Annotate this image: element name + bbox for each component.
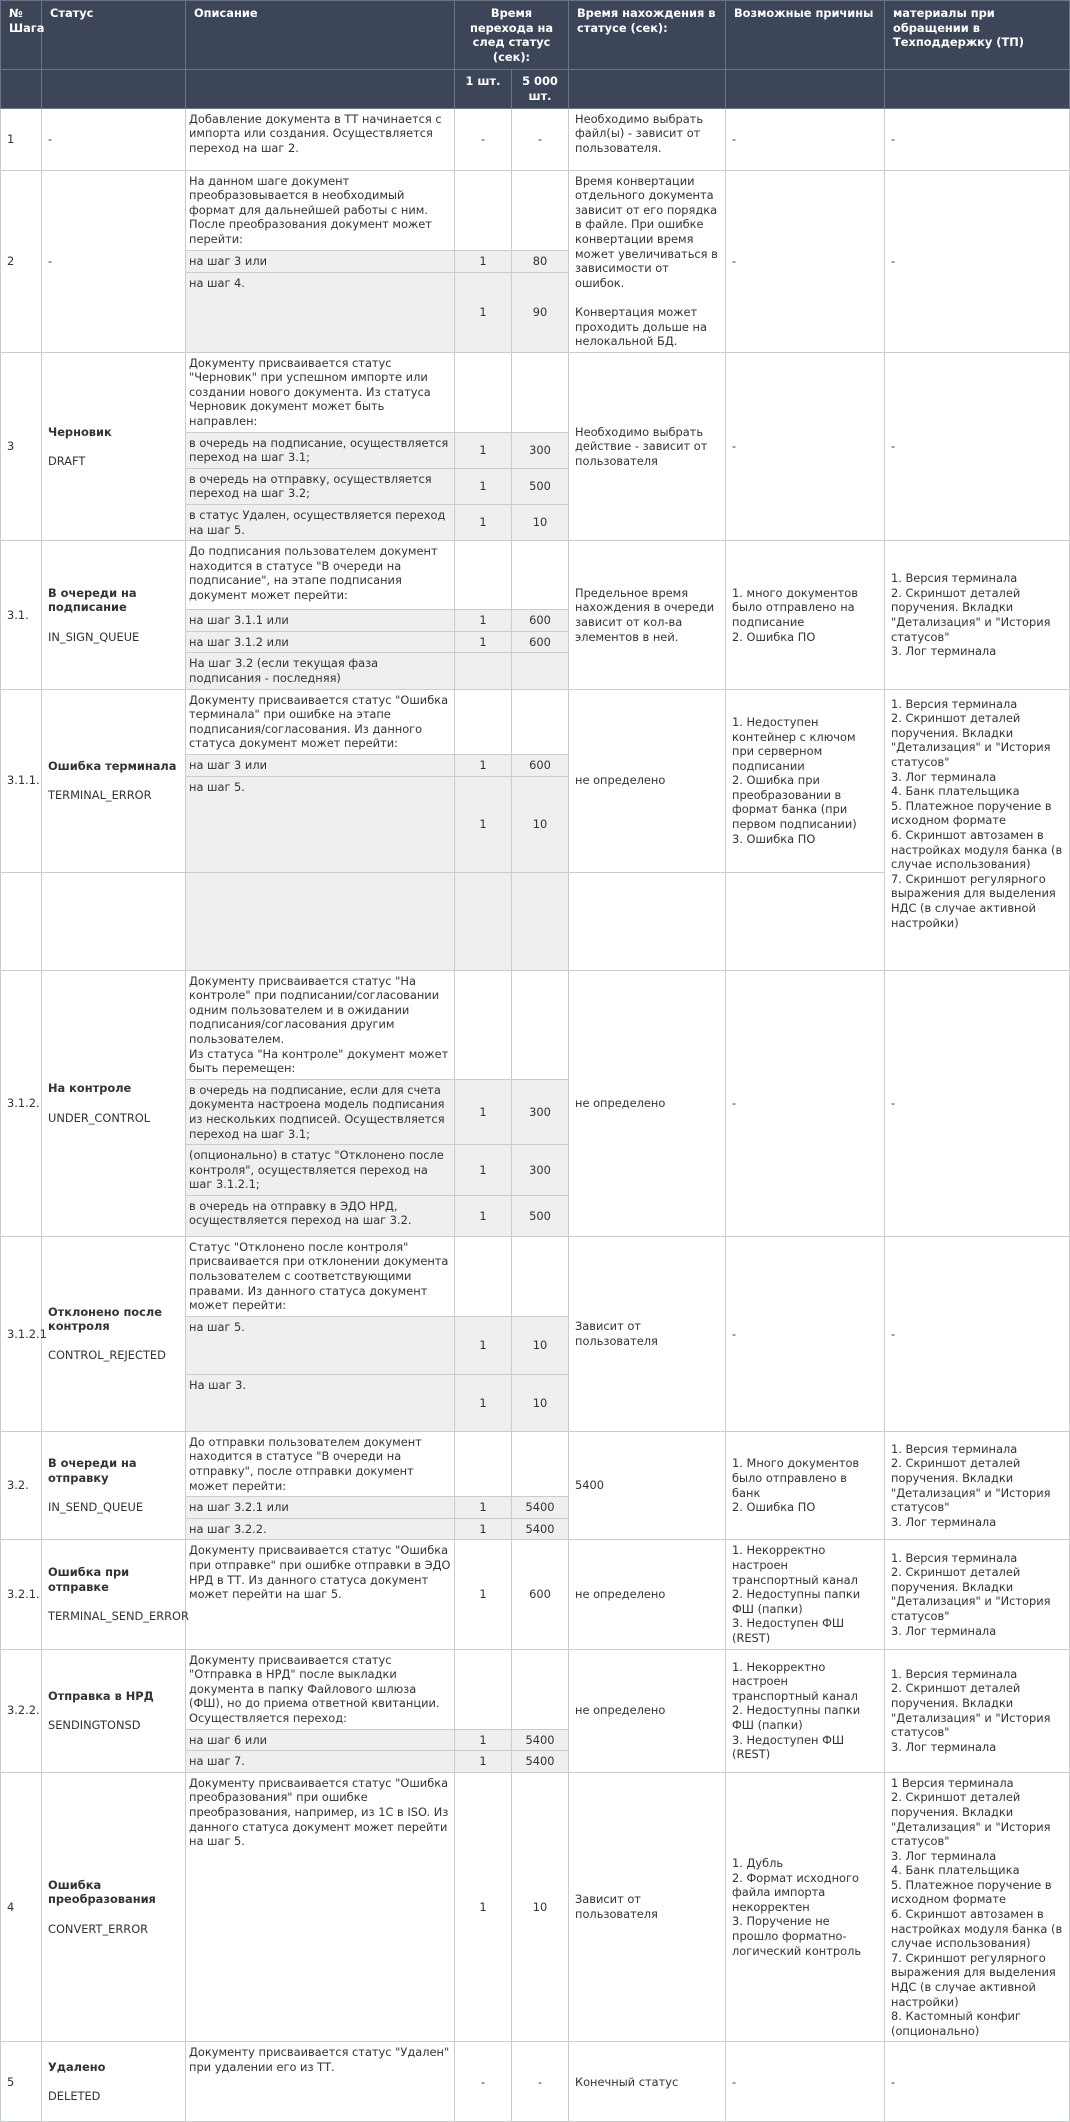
stay-time-cell: 5400 — [569, 1431, 726, 1540]
status-cell — [42, 1236, 186, 1431]
table-row — [1, 170, 1070, 251]
header-description: Описание — [186, 1, 455, 70]
materials-cell: 1. Версия терминала 2. Скриншот деталей поручения. Вкладки "Детализация" и "История статусов" 3. Лог терминала — [885, 1431, 1070, 1540]
time-1-cell: 1 — [455, 1772, 512, 2042]
step-cell: 1 — [1, 108, 42, 170]
status-code: DRAFT — [48, 453, 86, 468]
causes-cell: 1. много документов было отправлено на подписание 2. Ошибка ПО — [726, 541, 885, 689]
header-transition-time: Время перехода на след статус (сек): — [455, 1, 569, 70]
sub-description: На шаг 3. — [186, 1374, 455, 1431]
header-row — [1, 1, 1070, 70]
description-cell: До подписания пользователем документ находится в статусе "В очереди на подписание", на этапе подписания документ может перейти: — [186, 541, 455, 610]
table-row — [1, 1649, 1070, 1729]
time-5000-cell: 10 — [512, 1772, 569, 2042]
status-cell: - — [42, 108, 186, 170]
status-cell — [42, 1772, 186, 2042]
materials-cell: 1. Версия терминала 2. Скриншот деталей поручения. Вкладки "Детализация" и "История статусов" 3. Лог терминала — [885, 541, 1070, 689]
causes-cell: - — [726, 2042, 885, 2122]
time-5000-cell: - — [512, 2042, 569, 2122]
status-cell — [42, 352, 186, 541]
sub-description: на шаг 6 или — [186, 1729, 455, 1751]
sub-description: на шаг 3.1.2 или — [186, 631, 455, 653]
sub-time-1: 1 — [455, 432, 512, 468]
sub-time-5000: 600 — [512, 754, 569, 776]
sub-time-5000: 300 — [512, 1079, 569, 1144]
status-code: TERMINAL_SEND_ERROR — [48, 1609, 189, 1624]
status-code: CONTROL_REJECTED — [48, 1348, 166, 1363]
time-1-cell: - — [455, 2042, 512, 2122]
sub-time-1: 1 — [455, 1497, 512, 1519]
step-cell: 3.1. — [1, 541, 42, 689]
sub-time-5000: 300 — [512, 1145, 569, 1196]
sub-time-1: 1 — [455, 1079, 512, 1144]
table-row — [1, 108, 1070, 170]
sub-time-5000: 5400 — [512, 1497, 569, 1519]
step-cell: 3.1.2. — [1, 970, 42, 1236]
step-cell: 2 — [1, 170, 42, 352]
status-name: Ошибка при отправке — [48, 1565, 130, 1594]
stay-time-cell: Зависит от пользователя — [569, 1772, 726, 2042]
table-row — [1, 541, 1070, 610]
sub-description: на шаг 3.1.1 или — [186, 610, 455, 632]
materials-cell: - — [885, 970, 1070, 1236]
materials-cell: - — [885, 1236, 1070, 1431]
status-name: Отправка в НРД — [48, 1688, 154, 1703]
header-causes: Возможные причины — [726, 1, 885, 70]
time-5000-cell: 600 — [512, 1540, 569, 1649]
sub-description: в очередь на подписание, если для счета документа настроена модель подписания из нескольких подписей. Осуществляется переход на шаг 3.1; — [186, 1079, 455, 1144]
sub-time-1: 1 — [455, 776, 512, 872]
sub-time-1: 1 — [455, 1195, 512, 1236]
materials-cell: - — [885, 352, 1070, 541]
description-cell: Статус "Отклонено после контроля" присваивается при отклонении документа пользователем с соответствующими правами. Из данного статуса документ может перейти: — [186, 1236, 455, 1316]
status-cell — [42, 1649, 186, 1772]
causes-cell: - — [726, 970, 885, 1236]
causes-cell: - — [726, 108, 885, 170]
description-cell: Документу присваивается статус "Отправка в НРД" после выкладки документа в папку Файлового шлюза (ФШ), но до приема ответной квитанции. Осуществляется переход: — [186, 1649, 455, 1729]
sub-time-1: 1 — [455, 754, 512, 776]
materials-cell: 1. Версия терминала 2. Скриншот деталей поручения. Вкладки "Детализация" и "История статусов" 3. Лог терминала — [885, 1649, 1070, 1772]
stay-time-cell: не определено — [569, 689, 726, 872]
status-name: Черновик — [48, 424, 112, 439]
status-code: UNDER_CONTROL — [48, 1110, 151, 1125]
table-row — [1, 689, 1070, 754]
sub-time-5000: 300 — [512, 432, 569, 468]
status-cell — [42, 970, 186, 1236]
header-status: Статус — [42, 1, 186, 70]
status-cell — [42, 689, 186, 872]
header-time-5000: 5 000 шт. — [512, 70, 569, 108]
time-1-cell: 1 — [455, 1540, 512, 1649]
causes-cell: - — [726, 1236, 885, 1431]
stay-time-cell: Время конвертации отдельного документа зависит от его порядка в файле. При ошибке конвертации время может увеличиваться в зависимости от ошибок. Конвертация может проходить дольше на нелокальной БД. — [569, 170, 726, 352]
description-cell: Документу присваивается статус "На контроле" при подписании/согласовании одним пользователем и в ожидании подписания/согласования другим пользователем. Из статуса "На контроле" документ может быть перемещен: — [186, 970, 455, 1079]
table-row — [1, 970, 1070, 1079]
causes-cell: 1. Некорректно настроен транспортный канал 2. Недоступны папки ФШ (папки) 3. Недоступен ФШ (REST) — [726, 1649, 885, 1772]
description-cell: До отправки пользователем документ находится в статусе "В очереди на отправку", после отправки документ может перейти: — [186, 1431, 455, 1496]
status-cell — [42, 2042, 186, 2122]
causes-cell: 1. Недоступен контейнер с ключом при серверном подписании 2. Ошибка при преобразовании в формат банка (при первом подписании) 3. Ошибка ПО — [726, 689, 885, 872]
status-name: В очереди на отправку — [48, 1456, 137, 1486]
sub-time-5000: 5400 — [512, 1518, 569, 1540]
causes-cell: 1. Дубль 2. Формат исходного файла импорта некорректен 3. Поручение не прошло форматно-логический контроль — [726, 1772, 885, 2042]
sub-time-1 — [455, 653, 512, 689]
description-cell: Добавление документа в ТТ начинается с импорта или создания. Осуществляется переход на шаг 2. — [186, 108, 455, 170]
sub-description: на шаг 3 или — [186, 754, 455, 776]
sub-time-1: 1 — [455, 1729, 512, 1751]
status-name: Ошибка терминала — [48, 758, 177, 773]
description-cell: Документу присваивается статус "Ошибка при отправке" при ошибке отправки в ЭДО НРД в ТТ. Из данного статуса документ может перейти на шаг 5. — [186, 1540, 455, 1649]
status-cell: - — [42, 170, 186, 352]
status-code: IN_SEND_QUEUE — [48, 1500, 144, 1515]
materials-cell: 1 Версия терминала 2. Скриншот деталей поручения. Вкладки "Детализация" и "История статусов" 3. Лог терминала 4. Банк плательщика 5. Платежное поручение в исходном формате 6. Скриншот автозамен в настройках модуля банка (в случае использования) 7. Скриншот регулярного выражения для выделения НДС (в случае активной настройки) 8. Кастомный конфиг (опционально) — [885, 1772, 1070, 2042]
status-name: На контроле — [48, 1081, 132, 1096]
sub-time-5000: 10 — [512, 505, 569, 541]
header-stay-time: Время нахождения в статусе (сек): — [569, 1, 726, 70]
header-time-1: 1 шт. — [455, 70, 512, 108]
table-row — [1, 1431, 1070, 1496]
description-cell: Документу присваивается статус "Черновик" при успешном импорте или создании нового документа. Из статуса Черновик документ может быть направлен: — [186, 352, 455, 432]
causes-cell: - — [726, 352, 885, 541]
sub-time-1: 1 — [455, 1374, 512, 1431]
causes-cell: 1. Некорректно настроен транспортный канал 2. Недоступны папки ФШ (папки) 3. Недоступен ФШ (REST) — [726, 1540, 885, 1649]
materials-cell: - — [885, 2042, 1070, 2122]
materials-cell: - — [885, 108, 1070, 170]
table-row — [1, 1540, 1070, 1649]
status-code: TERMINAL_ERROR — [48, 787, 152, 802]
table-row — [1, 1236, 1070, 1316]
time-5000-cell: - — [512, 108, 569, 170]
description-cell: Документу присваивается статус "Удален" при удалении его из ТТ. — [186, 2042, 455, 2122]
materials-cell: 1. Версия терминала 2. Скриншот деталей поручения. Вкладки "Детализация" и "История статусов" 3. Лог терминала 4. Банк плательщика 5. Платежное поручение в исходном формате 6. Скриншот автозамен в настройках модуля банка (в случае использования) 7. Скриншот регулярного выражения для выделения НДС (в случае активной настройки) — [885, 689, 1070, 970]
sub-description: на шаг 3 или — [186, 251, 455, 273]
sub-description: на шаг 4. — [186, 272, 455, 352]
sub-description: На шаг 3.2 (если текущая фаза подписания - последняя) — [186, 653, 455, 689]
status-cell — [42, 541, 186, 689]
sub-time-5000: 10 — [512, 1316, 569, 1374]
step-cell: 3.1.2.1 — [1, 1236, 42, 1431]
sub-time-5000: 80 — [512, 251, 569, 273]
sub-time-5000: 600 — [512, 610, 569, 632]
sub-description: на шаг 5. — [186, 776, 455, 872]
sub-time-5000: 5400 — [512, 1729, 569, 1751]
stay-time-cell: Необходимо выбрать файл(ы) - зависит от пользователя. — [569, 108, 726, 170]
sub-time-1: 1 — [455, 505, 512, 541]
sub-time-1: 1 — [455, 272, 512, 352]
sub-description: на шаг 3.2.2. — [186, 1518, 455, 1540]
status-name: В очереди на подписание — [48, 585, 137, 615]
table-row — [1, 352, 1070, 432]
materials-cell: 1. Версия терминала 2. Скриншот деталей поручения. Вкладки "Детализация" и "История статусов" 3. Лог терминала — [885, 1540, 1070, 1649]
sub-time-5000: 500 — [512, 468, 569, 504]
header-step: № Шага — [1, 1, 42, 70]
sub-time-5000 — [512, 653, 569, 689]
table-row — [1, 2042, 1070, 2122]
status-name: Удалено — [48, 2060, 106, 2074]
causes-cell: - — [726, 170, 885, 352]
sub-time-5000: 90 — [512, 272, 569, 352]
header-subrow — [1, 70, 1070, 108]
sub-time-5000: 5400 — [512, 1751, 569, 1773]
stay-time-cell: не определено — [569, 970, 726, 1236]
step-cell: 3 — [1, 352, 42, 541]
sub-description: на шаг 5. — [186, 1316, 455, 1374]
stay-time-cell: Необходимо выбрать действие - зависит от пользователя — [569, 352, 726, 541]
causes-cell: 1. Много документов было отправлено в банк 2. Ошибка ПО — [726, 1431, 885, 1540]
description-cell: Документу присваивается статус "Ошибка преобразования" при ошибке преобразования, например, из 1С в ISO. Из данного статуса документ может перейти на шаг 5. — [186, 1772, 455, 2042]
sub-time-1: 1 — [455, 1518, 512, 1540]
status-name: Ошибка преобразования — [48, 1877, 156, 1907]
stay-time-cell: Зависит от пользователя — [569, 1236, 726, 1431]
step-cell: 3.2.2. — [1, 1649, 42, 1772]
stay-time-cell: не определено — [569, 1649, 726, 1772]
description-cell: На данном шаге документ преобразовывается в необходимый формат для дальнейшей работы с ним. После преобразования документ может перейти: — [186, 170, 455, 251]
sub-time-5000: 10 — [512, 776, 569, 872]
sub-time-1: 1 — [455, 1316, 512, 1374]
sub-description: в статус Удален, осуществляется переход на шаг 5. — [186, 505, 455, 541]
sub-time-1: 1 — [455, 468, 512, 504]
sub-description: в очередь на отправку в ЭДО НРД, осуществляется переход на шаг 3.2. — [186, 1195, 455, 1236]
status-name: Отклонено после контроля — [48, 1304, 162, 1334]
sub-time-1: 1 — [455, 251, 512, 273]
sub-time-1: 1 — [455, 631, 512, 653]
sub-description: на шаг 3.2.1 или — [186, 1497, 455, 1519]
step-cell: 3.2.1. — [1, 1540, 42, 1649]
sub-time-1: 1 — [455, 610, 512, 632]
status-code: DELETED — [48, 2089, 101, 2104]
step-cell: 5 — [1, 2042, 42, 2122]
materials-cell: - — [885, 170, 1070, 352]
header-materials: материалы при обращении в Техподдержку (ТП) — [885, 1, 1070, 70]
sub-time-5000: 10 — [512, 1374, 569, 1431]
stay-time-cell: Конечный статус — [569, 2042, 726, 2122]
step-cell: 3.1.1. — [1, 689, 42, 872]
time-1-cell: - — [455, 108, 512, 170]
status-cell — [42, 1540, 189, 1649]
status-code: IN_SIGN_QUEUE — [48, 629, 140, 644]
sub-description: на шаг 7. — [186, 1751, 455, 1773]
step-cell: 4 — [1, 1772, 42, 2042]
stay-time-cell: Предельное время нахождения в очереди зависит от кол-ва элементов в ней. — [569, 541, 726, 689]
sub-description: в очередь на подписание, осуществляется переход на шаг 3.1; — [186, 432, 455, 468]
status-code: CONVERT_ERROR — [48, 1921, 149, 1936]
step-cell: 3.2. — [1, 1431, 42, 1540]
sub-time-1: 1 — [455, 1751, 512, 1773]
stay-time-cell: не определено — [569, 1540, 726, 1649]
sub-description: в очередь на отправку, осуществляется переход на шаг 3.2; — [186, 468, 455, 504]
table-row — [1, 1772, 1070, 2042]
sub-time-1: 1 — [455, 1145, 512, 1196]
status-code: SENDINGTONSD — [48, 1717, 141, 1732]
sub-time-5000: 600 — [512, 631, 569, 653]
sub-description: (опционально) в статус "Отклонено после контроля", осуществляется переход на шаг 3.1.2.1; — [186, 1145, 455, 1196]
status-cell — [42, 1431, 186, 1540]
description-cell: Документу присваивается статус "Ошибка терминала" при ошибке на этапе подписания/согласования. Из данного статуса документ может перейти: — [186, 689, 455, 754]
sub-time-5000: 500 — [512, 1195, 569, 1236]
